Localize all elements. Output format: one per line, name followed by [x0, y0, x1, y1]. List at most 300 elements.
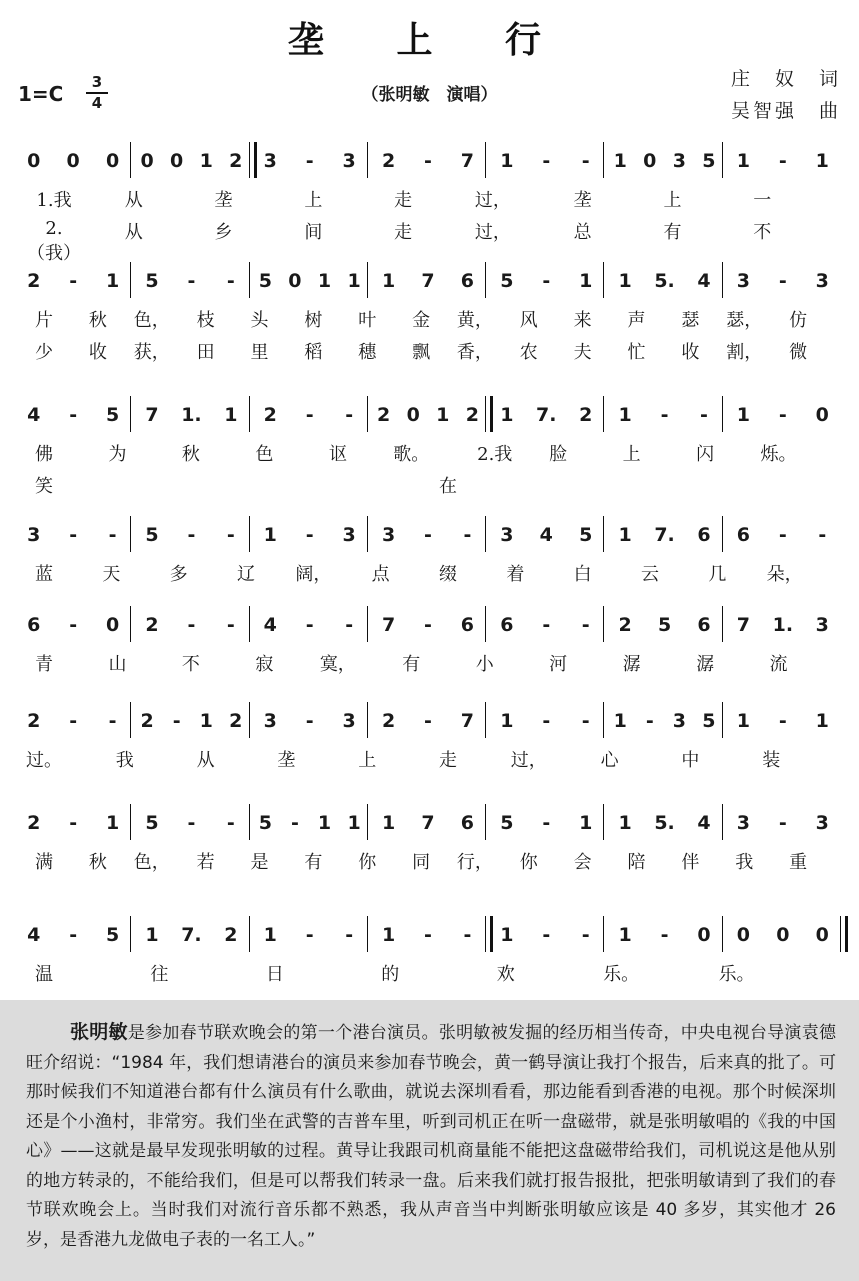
bar-line — [485, 516, 486, 552]
note: 0 — [27, 150, 41, 172]
note: 3 — [736, 270, 751, 292]
note: 1 — [815, 710, 829, 732]
lyric-syllable: 伴 — [681, 852, 700, 873]
lyric-syllable: 少 — [35, 342, 53, 363]
lyric-syllable: 叶 — [358, 310, 377, 331]
note: 1 — [199, 710, 213, 732]
note: 3 — [815, 614, 829, 636]
note: - — [345, 924, 354, 946]
score-system — [0, 790, 859, 915]
note: - — [226, 270, 235, 292]
lyric-syllable: 着 — [506, 564, 525, 585]
lyric-syllable: 你 — [519, 852, 538, 873]
note: 7. — [181, 924, 202, 946]
note: 6 — [500, 614, 514, 636]
note: 5 — [145, 524, 159, 546]
lyric-syllable: 佛 — [35, 444, 53, 465]
note: - — [69, 270, 78, 292]
lyric-syllable: 有 — [402, 654, 421, 675]
bar-line — [249, 396, 250, 432]
note: 5. — [654, 270, 675, 292]
lyric-syllable: 走 — [394, 190, 413, 211]
note: 3 — [263, 710, 277, 732]
lyric-syllable: 日 — [265, 964, 284, 985]
lyric-syllable: 垄 — [573, 190, 592, 211]
lyric-syllable: 会 — [573, 852, 592, 873]
note: 1 — [618, 270, 632, 292]
lyric-syllable: 云 — [641, 564, 659, 585]
note: 5 — [702, 710, 716, 732]
lyric-syllable: 重 — [789, 852, 808, 873]
score-system — [0, 382, 859, 507]
lyric-syllable: 天 — [102, 564, 121, 585]
lyric-syllable: 蓝 — [35, 564, 53, 585]
note: - — [226, 812, 235, 834]
note: 1 — [736, 710, 751, 732]
lyric-syllable: 夫 — [573, 342, 592, 363]
note: - — [581, 614, 590, 636]
note: 2 — [229, 150, 243, 172]
lyric-syllable: 河 — [549, 654, 568, 675]
lyric-syllable: 歌。 — [393, 444, 430, 465]
note: - — [226, 614, 235, 636]
note: 0 — [815, 924, 829, 946]
lyric-syllable: 烁。 — [760, 444, 797, 465]
bar-line — [130, 606, 131, 642]
lyric-syllable: 乡 — [214, 222, 233, 243]
note: - — [226, 524, 235, 546]
note: 4 — [27, 404, 41, 426]
lyric-syllable: 不 — [181, 654, 200, 675]
notes-line — [0, 262, 859, 296]
bar-line — [485, 606, 486, 642]
note: 1 — [736, 404, 751, 426]
note: 1 — [381, 924, 396, 946]
lyric-syllable: 行， — [456, 852, 493, 873]
lyric-syllable: 秋 — [181, 444, 200, 465]
lyric-syllable: 间 — [304, 222, 323, 243]
note: 5 — [258, 270, 272, 292]
bar-line — [603, 916, 604, 952]
lyric-syllable: 有 — [663, 222, 682, 243]
note: - — [542, 614, 551, 636]
bar-line — [722, 142, 723, 178]
bar-line — [367, 916, 368, 952]
note: 1 — [500, 924, 514, 946]
score-system — [0, 128, 859, 264]
lyric-syllable: 过， — [510, 750, 547, 771]
note: 3 — [815, 270, 829, 292]
score-system — [0, 248, 859, 373]
lyric-syllable: 我 — [115, 750, 134, 771]
note: - — [69, 614, 78, 636]
lyric-syllable: 欢 — [496, 964, 515, 985]
lyric-syllable: 心 — [600, 750, 619, 771]
note: 0 — [815, 404, 829, 426]
lyric-syllable: 仿 — [789, 310, 808, 331]
note: 1 — [613, 710, 627, 732]
lyric-syllable: 忙 — [627, 342, 646, 363]
note: 1 — [145, 924, 159, 946]
composer-credit: 吴智强 曲 — [730, 100, 841, 122]
bar-line — [485, 702, 486, 738]
note: - — [290, 812, 299, 834]
lyric-syllable: 来 — [573, 310, 592, 331]
note: 0 — [697, 924, 711, 946]
note: 5 — [145, 812, 159, 834]
note: - — [172, 710, 181, 732]
note: 1 — [618, 924, 632, 946]
note: 1 — [381, 812, 396, 834]
note: - — [818, 524, 827, 546]
bar-line — [249, 804, 250, 840]
lyric-syllable: 为 — [108, 444, 127, 465]
note: 3 — [672, 150, 686, 172]
note: 1 — [500, 710, 514, 732]
note: 7 — [460, 710, 475, 732]
note: - — [778, 150, 787, 172]
bar-line — [367, 516, 368, 552]
note: 2 — [27, 812, 41, 834]
time-signature-bottom: 4 — [91, 94, 103, 112]
lyric-syllable: 缀 — [439, 564, 457, 585]
lyric-syllable: 潺 — [696, 654, 715, 675]
note: 5 — [258, 812, 272, 834]
bar-line — [367, 804, 368, 840]
note: 2 — [618, 614, 632, 636]
note: 5 — [105, 924, 120, 946]
lyric-syllable: 我 — [735, 852, 754, 873]
note: 0 — [643, 150, 657, 172]
lyric-syllable: 点 — [371, 564, 390, 585]
note: 7 — [736, 614, 751, 636]
lyric-syllable: 辽 — [237, 564, 255, 585]
bar-line — [367, 396, 368, 432]
note: - — [542, 924, 551, 946]
note: 1 — [224, 404, 238, 426]
lyric-syllable: 稻 — [304, 342, 323, 363]
lyric-syllable: 白 — [573, 564, 592, 585]
note: - — [542, 270, 551, 292]
notes-line — [0, 606, 859, 640]
lyric-syllable: 1.我 — [36, 190, 72, 211]
note: 7. — [654, 524, 675, 546]
note: 7 — [381, 614, 396, 636]
note: - — [424, 710, 432, 732]
note: 1 — [381, 270, 396, 292]
note: 3 — [500, 524, 514, 546]
lyric-syllable: 枝 — [196, 310, 215, 331]
lyric-syllable: 几 — [708, 564, 727, 585]
lyric-syllable: 上 — [663, 190, 682, 211]
note: 1 — [736, 150, 751, 172]
lyric-syllable: 金 — [412, 310, 431, 331]
lyric-syllable: 片 — [35, 310, 53, 331]
bar-line — [603, 396, 604, 432]
note: 3 — [342, 150, 356, 172]
note: 5 — [579, 524, 593, 546]
lyric-syllable: 脸 — [549, 444, 568, 465]
note: - — [305, 710, 314, 732]
lyric-syllable: 有 — [304, 852, 323, 873]
note: 2 — [229, 710, 243, 732]
note: - — [700, 404, 708, 426]
note: 2 — [263, 404, 277, 426]
note: 7 — [421, 812, 435, 834]
lyric-syllable: 里 — [250, 342, 269, 363]
lyric-syllable: 香， — [456, 342, 493, 363]
bar-line — [722, 516, 723, 552]
lyric-syllable: 是 — [250, 852, 269, 873]
bar-line — [130, 262, 131, 298]
note: 6 — [697, 614, 711, 636]
lyric-syllable: 若 — [196, 852, 215, 873]
note: 1 — [199, 150, 213, 172]
note: 2 — [381, 710, 396, 732]
lyric-syllable: 寂 — [255, 654, 274, 675]
key-signature: 1=C — [18, 82, 64, 106]
note: - — [778, 812, 787, 834]
bar-line — [130, 396, 131, 432]
note: - — [581, 924, 590, 946]
bar-line — [367, 142, 368, 178]
lyric-syllable: 山 — [108, 654, 127, 675]
bar-line — [249, 516, 250, 552]
lyric-syllable: 上 — [304, 190, 323, 211]
note: - — [542, 710, 551, 732]
note: 2 — [27, 710, 41, 732]
lyric-syllable: 过， — [474, 190, 511, 211]
note: - — [69, 924, 78, 946]
note: 2 — [140, 710, 154, 732]
note: 4 — [697, 812, 711, 834]
note: 1 — [579, 812, 593, 834]
note: 5. — [654, 812, 675, 834]
lyric-syllable: 乐。 — [603, 964, 640, 985]
note: - — [778, 524, 787, 546]
note-body: 是参加春节联欢晚会的第一个港台演员。张明敏被发掘的经历相当传奇，中央电视台导演袁德旺介绍说：“1984 年，我们想请港台的演员来参加春节晚会，黄一鹤导演让我打个报告，后来真的批了。可那时候我们不知道港台都有什么演员有什么歌曲，就说去深圳看看，那边能看到香港的电视。那个时候深圳还是个小渔村，非常穷。我们坐在武警的吉普车里，听到司机正在听一盘磁带，就是张明敏唱的《我的中国心》——这就是最早发现张明敏的过程。黄导让我跟司机商量能不能把这盘磁带给我们，司机说这是他从别的地方转录的，不能给我们，但是可以帮我们转录一盘。后来我们就打报告报批，把张明敏请到了我们的春节联欢晚会上。当时我们对流行音乐都不熟悉，我从声音当中判断张明敏应该是 40 多岁，其实他才 26 岁，是香港九龙做电子表的一名工人。” — [26, 1023, 836, 1250]
note: - — [424, 150, 432, 172]
lyric-syllable: 小 — [475, 654, 494, 675]
note: 1 — [347, 270, 361, 292]
bar-line — [485, 396, 493, 432]
note: - — [305, 404, 314, 426]
note: 7. — [536, 404, 557, 426]
note: 2 — [377, 404, 391, 426]
notes-line — [0, 516, 859, 550]
lyricist-credit: 庄 奴 词 — [730, 68, 841, 90]
lyric-syllable: 头 — [250, 310, 269, 331]
note: 4 — [697, 270, 711, 292]
lyric-syllable: 获， — [133, 342, 170, 363]
lyric-syllable: 寞， — [319, 654, 356, 675]
bar-line — [130, 142, 131, 178]
background-note-box — [0, 1000, 859, 1281]
lyric-syllable: 收 — [681, 342, 700, 363]
note: 6 — [460, 614, 475, 636]
lyric-syllable: 同 — [412, 852, 431, 873]
note: 0 — [776, 924, 790, 946]
note: 1 — [815, 150, 829, 172]
note: - — [581, 710, 590, 732]
lyric-syllable: 闪 — [696, 444, 715, 465]
note: 2 — [465, 404, 479, 426]
bar-line — [130, 804, 131, 840]
note: - — [424, 614, 432, 636]
notes-line — [0, 916, 859, 950]
note: 1 — [263, 924, 277, 946]
note: 3 — [263, 150, 277, 172]
note: - — [305, 924, 314, 946]
note: 7 — [460, 150, 475, 172]
note: 3 — [342, 710, 356, 732]
note: - — [581, 150, 590, 172]
lyric-syllable: 色， — [133, 852, 170, 873]
note: 3 — [342, 524, 356, 546]
lyric-syllable: 阔， — [295, 564, 332, 585]
lyric-syllable: 一 — [753, 190, 772, 211]
lyric-syllable: 穗 — [358, 342, 377, 363]
bar-line — [722, 702, 723, 738]
lyric-syllable: 从 — [196, 750, 215, 771]
note: - — [187, 524, 196, 546]
note: 5 — [657, 614, 672, 636]
lyric-syllable: 往 — [150, 964, 169, 985]
bar-line — [249, 262, 250, 298]
note: 1 — [618, 404, 632, 426]
note: 1 — [317, 812, 332, 834]
bar-line — [130, 516, 131, 552]
bar-line — [603, 702, 604, 738]
note: - — [463, 524, 472, 546]
lyric-syllable: 笑 — [35, 476, 53, 497]
note: - — [542, 150, 551, 172]
bar-line — [367, 262, 368, 298]
notes-line — [0, 396, 859, 430]
note: 1 — [500, 404, 514, 426]
lyric-syllable: 你 — [358, 852, 377, 873]
note: 6 — [697, 524, 711, 546]
lyric-syllable: 从 — [124, 222, 143, 243]
notes-line — [0, 142, 859, 176]
background-note-text — [26, 1018, 836, 1255]
note: 6 — [27, 614, 41, 636]
note: 1 — [105, 270, 120, 292]
note: - — [463, 924, 472, 946]
note: 3 — [815, 812, 829, 834]
note: - — [542, 812, 551, 834]
bar-line — [130, 916, 131, 952]
note: 1 — [263, 524, 277, 546]
note: 7 — [421, 270, 435, 292]
bar-line — [603, 606, 604, 642]
note: 0 — [105, 614, 120, 636]
note: 1 — [613, 150, 627, 172]
note: - — [187, 270, 196, 292]
bar-line — [249, 916, 250, 952]
note: - — [108, 524, 117, 546]
singer-credit: （张明敏 演唱） — [361, 85, 498, 105]
bar-line — [603, 804, 604, 840]
lyric-syllable: 田 — [196, 342, 215, 363]
lyric-syllable: 从 — [124, 190, 143, 211]
note: 1 — [618, 812, 632, 834]
lyric-syllable: 垄 — [214, 190, 233, 211]
bar-line — [130, 702, 131, 738]
lyric-syllable: 声 — [627, 310, 646, 331]
note: 3 — [736, 812, 751, 834]
note: 1 — [618, 524, 632, 546]
lyric-syllable: 流 — [769, 654, 788, 675]
note: - — [305, 614, 314, 636]
lyric-syllable: 树 — [304, 310, 323, 331]
lyric-syllable: 温 — [35, 964, 53, 985]
lyric-syllable: 2.（我） — [27, 218, 81, 264]
note: 1 — [317, 270, 332, 292]
bar-line — [367, 606, 368, 642]
note: 1 — [579, 270, 593, 292]
note: 3 — [381, 524, 396, 546]
note: 1. — [772, 614, 794, 636]
bar-line — [722, 606, 723, 642]
lyric-syllable: 黄， — [456, 310, 493, 331]
bar-line — [722, 396, 723, 432]
lyric-syllable: 走 — [439, 750, 457, 771]
bar-line — [485, 804, 486, 840]
note: - — [69, 710, 78, 732]
time-signature-top: 3 — [91, 73, 103, 91]
note: - — [778, 270, 787, 292]
lyric-syllable: 装 — [762, 750, 781, 771]
note: 0 — [736, 924, 751, 946]
note: 7 — [145, 404, 159, 426]
note: 2 — [27, 270, 41, 292]
note: 3 — [27, 524, 41, 546]
note: - — [345, 614, 354, 636]
note: 1 — [105, 812, 120, 834]
bar-line — [249, 702, 250, 738]
bar-line — [722, 916, 723, 952]
lyric-syllable: 农 — [519, 342, 538, 363]
note: - — [345, 404, 354, 426]
lyric-syllable: 色 — [255, 444, 274, 465]
note: - — [778, 710, 787, 732]
lyric-syllable: 在 — [439, 476, 457, 497]
lyric-syllable: 走 — [394, 222, 413, 243]
bar-line — [485, 142, 486, 178]
lyric-syllable: 秋 — [88, 852, 107, 873]
note: - — [660, 924, 669, 946]
lyric-syllable: 多 — [169, 564, 188, 585]
lyric-syllable: 中 — [681, 750, 700, 771]
note: - — [69, 524, 78, 546]
bar-line — [249, 606, 250, 642]
bar-line — [367, 702, 368, 738]
bar-line — [722, 262, 723, 298]
lyric-syllable: 微 — [789, 342, 808, 363]
lyric-syllable: 瑟 — [681, 310, 700, 331]
note: - — [187, 812, 196, 834]
lyric-syllable: 上 — [358, 750, 377, 771]
lyric-syllable: 乐。 — [718, 964, 755, 985]
note: - — [305, 150, 314, 172]
lyric-syllable: 总 — [573, 222, 592, 243]
note: - — [69, 812, 78, 834]
lyric-syllable: 满 — [35, 852, 53, 873]
lyric-syllable: 飘 — [412, 342, 431, 363]
note: 0 — [406, 404, 420, 426]
bar-line — [249, 142, 257, 178]
